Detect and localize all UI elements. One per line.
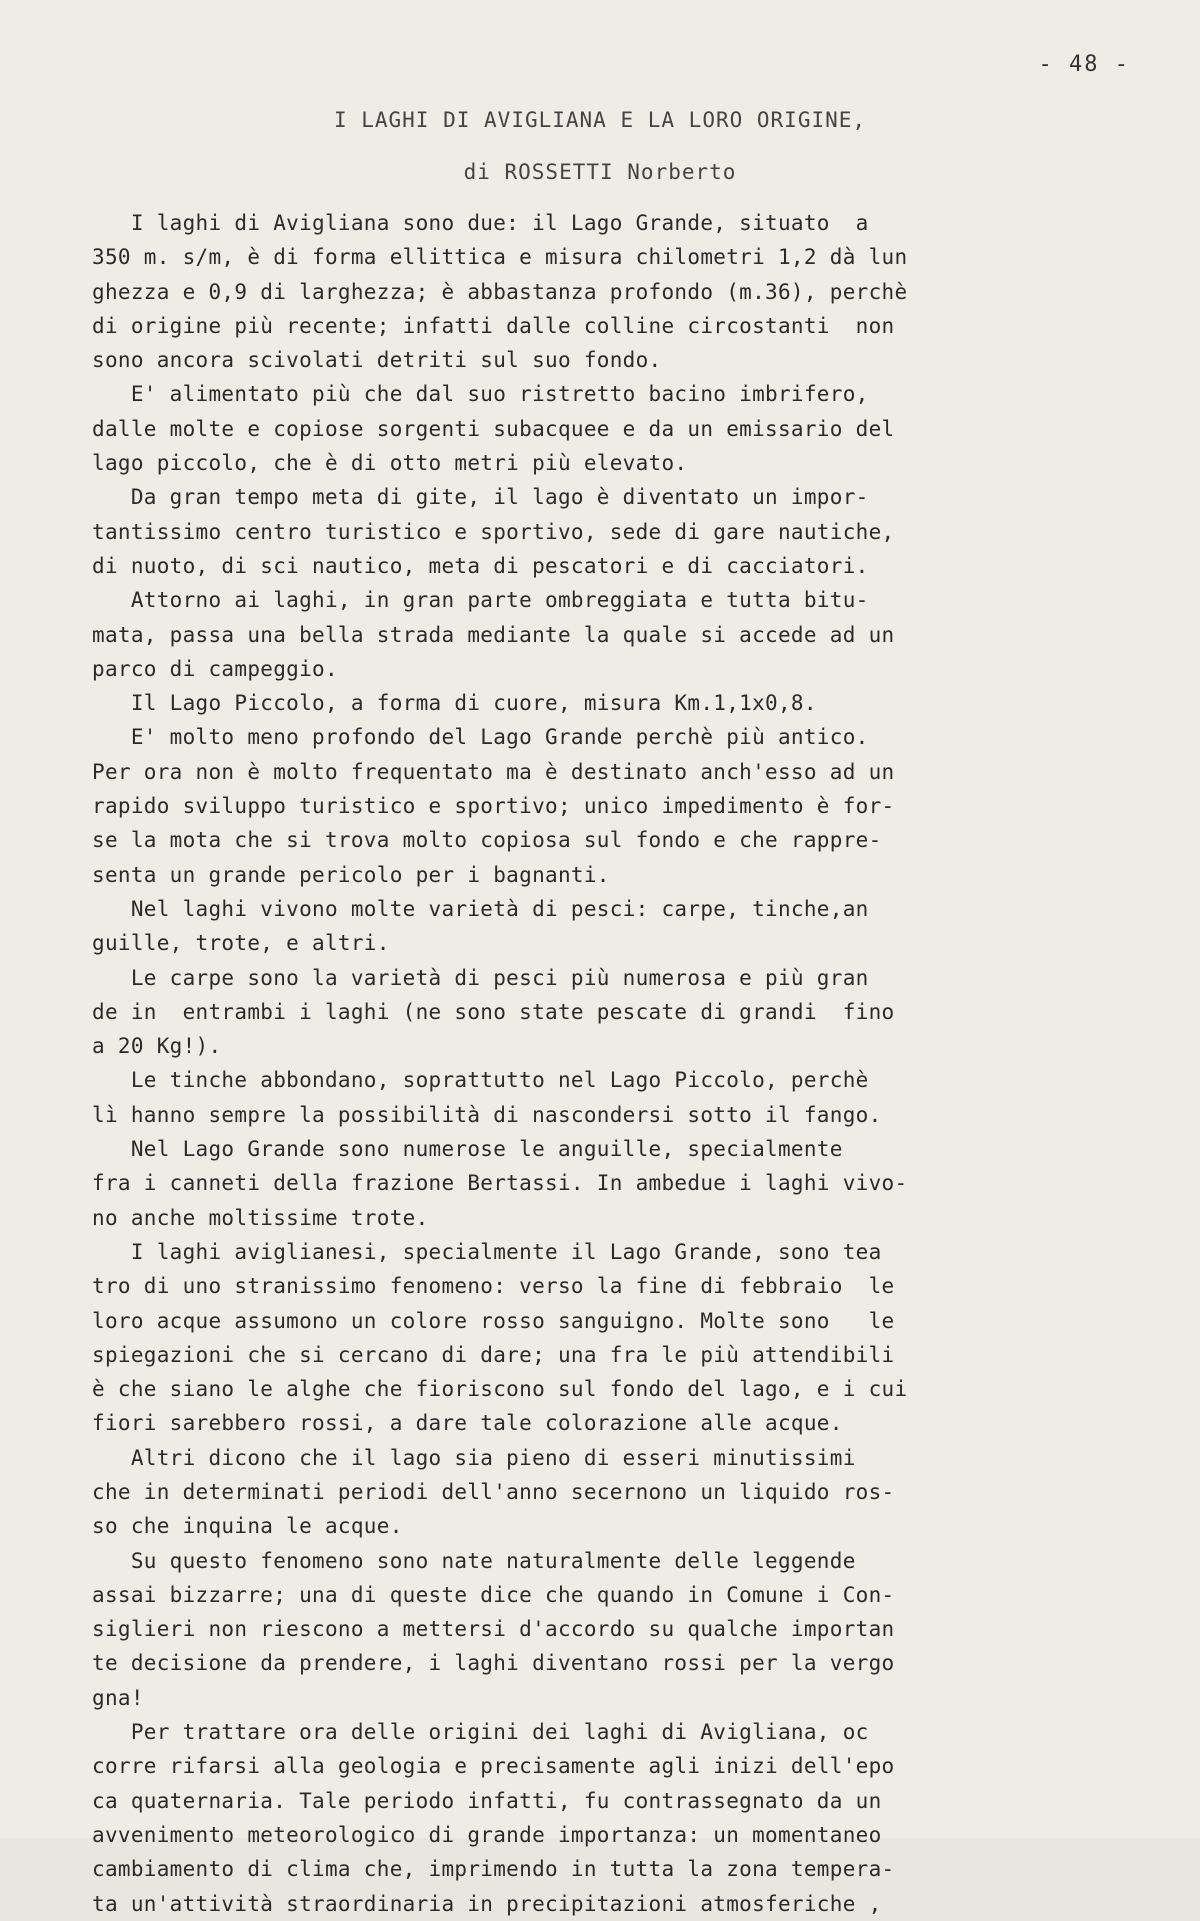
text-line: ca quaternaria. Tale periodo infatti, fu contrassegnato da un xyxy=(92,1788,882,1813)
text-line: ghezza e 0,9 di larghezza; è abbastanza profondo (m.36), perchè xyxy=(92,279,908,304)
text-line: E' alimentato più che dal suo ristretto bacino imbrifero, xyxy=(92,382,869,407)
article-author: di ROSSETTI Norberto xyxy=(463,160,737,184)
text-line: Nel laghi vivono molte varietà di pesci: carpe, tinche,an xyxy=(92,896,869,921)
text-line: de in entrambi i laghi (ne sono state pescate di grandi fino xyxy=(92,999,895,1024)
text-line: fiori sarebbero rossi, a dare tale colorazione alle acque. xyxy=(92,1411,843,1436)
text-line: Per trattare ora delle origini dei laghi di Avigliana, oc xyxy=(92,1720,869,1745)
text-line: corre rifarsi alla geologia e precisamente agli inizi dell'epo xyxy=(92,1754,895,1779)
text-line: Le carpe sono la varietà di pesci più numerosa e più gran xyxy=(92,965,869,990)
article-title: I LAGHI DI AVIGLIANA E LA LORO ORIGINE, xyxy=(333,108,867,132)
text-line: che in determinati periodi dell'anno secernono un liquido ros- xyxy=(92,1479,895,1504)
text-line: ta un'attività straordinaria in precipitazioni atmosferiche , xyxy=(92,1891,882,1916)
text-line: a 20 Kg!). xyxy=(92,1034,222,1059)
text-line: siglieri non riescono a mettersi d'accordo su qualche importan xyxy=(92,1617,895,1642)
text-line: Le tinche abbondano, soprattutto nel Lago Piccolo, perchè xyxy=(92,1068,869,1093)
text-line: Il Lago Piccolo, a forma di cuore, misura Km.1,1x0,8. xyxy=(92,691,817,716)
text-line: parco di campeggio. xyxy=(92,656,338,681)
text-line: Da gran tempo meta di gite, il lago è diventato un impor- xyxy=(92,485,869,510)
text-line: sono ancora scivolati detriti sul suo fondo. xyxy=(92,348,662,373)
text-line: lago piccolo, che è di otto metri più elevato. xyxy=(92,451,688,476)
text-line: Per ora non è molto frequentato ma è destinato anch'esso ad un xyxy=(92,759,895,784)
article-body xyxy=(92,206,1132,1921)
text-line: Attorno ai laghi, in gran parte ombreggiata e tutta bitu- xyxy=(92,588,869,613)
text-line: di origine più recente; infatti dalle colline circostanti non xyxy=(92,313,895,338)
text-line: I laghi aviglianesi, specialmente il Lago Grande, sono tea xyxy=(92,1239,882,1264)
text-line: tro di uno stranissimo fenomeno: verso la fine di febbraio le xyxy=(92,1274,895,1299)
text-line: avvenimento meteorologico di grande importanza: un momentaneo xyxy=(92,1822,882,1847)
text-line: so che inquina le acque. xyxy=(92,1514,403,1539)
text-line: E' molto meno profondo del Lago Grande perchè più antico. xyxy=(92,725,869,750)
text-line: di nuoto, di sci nautico, meta di pescatori e di cacciatori. xyxy=(92,553,869,578)
text-line: gna! xyxy=(92,1685,144,1710)
text-line: è che siano le alghe che fioriscono sul fondo del lago, e i cui xyxy=(92,1377,908,1402)
text-line: no anche moltissime trote. xyxy=(92,1205,429,1230)
text-line: dalle molte e copiose sorgenti subacquee e da un emissario del xyxy=(92,416,895,441)
text-line: rapido sviluppo turistico e sportivo; unico impedimento è for- xyxy=(92,794,895,819)
text-line: Nel Lago Grande sono numerose le anguille, specialmente xyxy=(92,1137,843,1162)
text-line: tantissimo centro turistico e sportivo, sede di gare nautiche, xyxy=(92,519,895,544)
text-line: mata, passa una bella strada mediante la quale si accede ad un xyxy=(92,622,895,647)
text-line: I laghi di Avigliana sono due: il Lago Grande, situato a xyxy=(92,211,869,235)
text-line: assai bizzarre; una di queste dice che quando in Comune i Con- xyxy=(92,1582,895,1607)
text-line: fra i canneti della frazione Bertassi. In ambedue i laghi vivo- xyxy=(92,1171,908,1196)
text-line: guille, trote, e altri. xyxy=(92,931,390,956)
text-line: loro acque assumono un colore rosso sanguigno. Molte sono le xyxy=(92,1308,895,1333)
text-line: spiegazioni che si cercano di dare; una fra le più attendibili xyxy=(92,1342,895,1367)
text-line: Su questo fenomeno sono nate naturalmente delle leggende xyxy=(92,1548,856,1573)
text-line: te decisione da prendere, i laghi diventano rossi per la vergo xyxy=(92,1651,895,1676)
text-line: lì hanno sempre la possibilità di nascondersi sotto il fango. xyxy=(92,1102,882,1127)
text-line: senta un grande pericolo per i bagnanti. xyxy=(92,862,610,887)
text-line: 350 m. s/m, è di forma ellittica e misura chilometri 1,2 dà lun xyxy=(92,245,908,270)
page-number: - 48 - xyxy=(1038,52,1130,77)
text-line: Altri dicono che il lago sia pieno di esseri minutissimi xyxy=(92,1445,856,1470)
text-line: se la mota che si trova molto copiosa sul fondo e che rappre- xyxy=(92,828,882,853)
text-line: cambiamento di clima che, imprimendo in tutta la zona tempera- xyxy=(92,1857,895,1882)
